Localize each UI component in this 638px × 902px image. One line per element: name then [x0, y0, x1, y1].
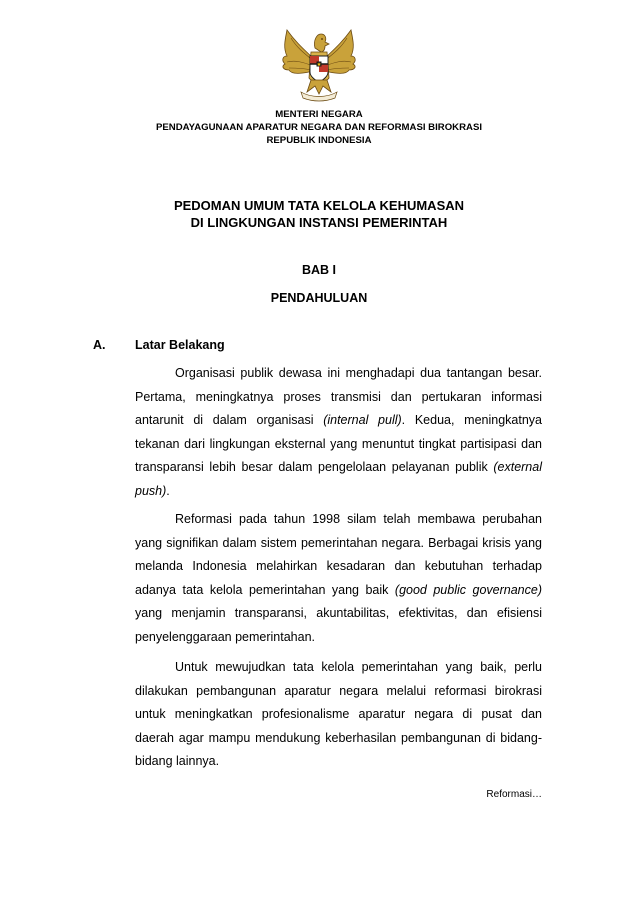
paragraph-2: Reformasi pada tahun 1998 silam telah membawa perubahan yang signifikan dalam sistem pemerintahan negara. Berbagai krisis yang melanda Indonesia melahirkan kesadaran dan kebutuhan terhadap adanya tata kelola pemerintahan yang baik (good public governance) yang menjamin transparansi, akuntabilitas, efektivitas, dan efisiensi penyelenggaraan pemerintahan.	[135, 512, 542, 644]
paragraph-3: Untuk mewujudkan tata kelola pemerintahan yang baik, perlu dilakukan pembangunan aparatur negara melalui reformasi birokrasi untuk meningkatkan profesionalisme aparatur negara di pusat dan daerah agar mampu mendukung keberhasilan pembangunan di bidang-bidang lainnya.	[135, 660, 542, 768]
header-minister: MENTERI NEGARA	[275, 109, 363, 120]
section-title: Latar Belakang	[135, 338, 225, 352]
page-continuation-label: Reformasi…	[486, 789, 542, 800]
document-title-line-2: DI LINGKUNGAN INSTANSI PEMERINTAH	[190, 215, 448, 230]
garuda-pancasila-emblem-icon	[277, 22, 361, 102]
section-letter: A.	[93, 338, 106, 352]
chapter-name: PENDAHULUAN	[270, 291, 368, 305]
document-title-line-1: PEDOMAN UMUM TATA KELOLA KEHUMASAN	[173, 198, 465, 213]
header-republic: REPUBLIK INDONESIA	[266, 135, 372, 146]
chapter-number: BAB I	[301, 263, 337, 277]
paragraph-1: Organisasi publik dewasa ini menghadapi dua tantangan besar. Pertama, meningkatnya proses transmisi dan pertukaran informasi antarunit di dalam organisasi (internal pull). Kedua, meningkatnya tekanan dari lingkungan eksternal yang menuntut tingkat partisipasi dan transparansi lebih besar dalam pengelolaan pelayanan publik (external push).	[135, 366, 542, 498]
header-ministry: PENDAYAGUNAAN APARATUR NEGARA DAN REFORMASI BIROKRASI	[155, 122, 483, 133]
